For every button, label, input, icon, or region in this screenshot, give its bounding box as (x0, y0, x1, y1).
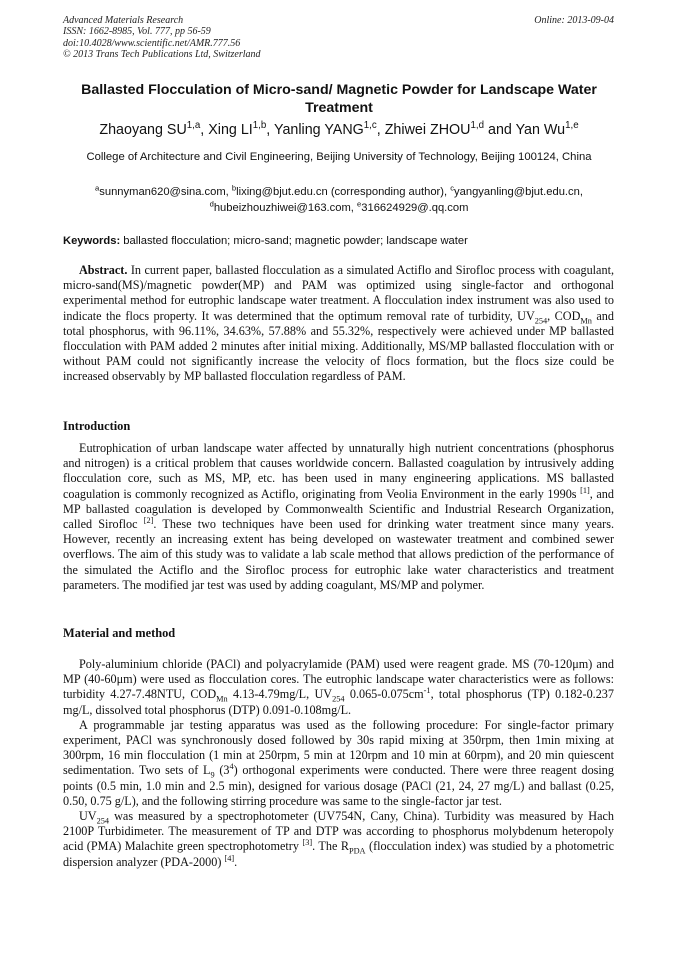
subscript: 254 (96, 816, 110, 826)
body-text: 4.13-4.79mg/L, UV (227, 687, 333, 702)
body-text: , and MP ballasted coagulation is developed by Commonwealth Scientific and Industrial Research Organization, called Sirofloc (63, 486, 614, 532)
abstract-text: In current paper, ballasted flocculation as a simulated Actiflo and Sirofloc process with coagulant, micro-sand(MS)/magnetic powder(MP) and PAM was optimized using single-factor and orthogonal experimental method for eutrophic landscape water treatment. A flocculation index instrument was also used to indicate the flocs property. It was determined that the optimum removal rate of turbidity, UV (63, 263, 614, 323)
subscript: 254 (534, 316, 548, 326)
author-name: Xing LI (208, 122, 253, 138)
methods-paragraph (63, 809, 614, 870)
body-text: (3 (214, 763, 230, 778)
email-mark: e (357, 199, 362, 209)
superscript: 4 (229, 762, 234, 772)
journal-name: Advanced Materials Research (63, 15, 184, 26)
email-mark: a (95, 183, 100, 193)
body-text: was measured by a spectrophotometer (UV754N, Cany, China). Turbidity was measured by Hach 2100P Turbidimeter. The measurement of TP and DTP was according to phosphorus molybdenum heteropoly acid (PMA) Malachite green spectrophotometry (63, 809, 614, 854)
author-separator: , (200, 122, 209, 138)
subscript: 254 (332, 694, 345, 704)
body-text: Eutrophication of urban landscape water affected by unnaturally high nutrient concentrations (phosphorus and nitrogen) is a critical problem that causes worldwide concern. Ballasted coagulation by intrusively adding flocculation core, such as MS, MP, etc. has been used in many engineering applications. MS ballasted coagulation is commonly recognized as Actiflo, originating from Veolia Environment in the early 1990s (63, 441, 614, 501)
email-list (55, 184, 623, 216)
author-separator: and (484, 122, 516, 138)
abstract-paragraph (63, 263, 614, 385)
body-text: ) orthogonal experiments were conducted. There were three reagent dosing points (0.5 min, 1.0 min and 2.5 min), designed for various dosage (PACl (21, 24, 27 mg/L) and ballast (0.25, 0.50, 0.75 g/L), and the following stirring procedure was same to the single-factor jar test. (63, 763, 614, 808)
author-separator: , (376, 122, 385, 138)
body-text: Poly-aluminium chloride (PACl) and polyacrylamide (PAM) used were reagent grade. MS (70-120μm) and MP (40-60μm) were used as flocculation cores. The eutrophic landscape water characteristics were as follows: turbidity 4.27-7.48NTU, COD (63, 657, 614, 702)
author-name: Yanling YANG (273, 122, 364, 138)
email-address[interactable]: sunnyman620@sina.com, (99, 186, 232, 198)
abstract-text: and total phosphorus, with 96.11%, 34.63%, 57.88% and 55.32%, respectively were achieved under MP ballasted flocculation with PAM added 2 minutes after initial mixing. Additionally, MS/MP ballasted flocculation with or without PAM could not significantly increase the velocity of flocs formation, but the flocs size could be increased observably by MP ballasted flocculation regardless of PAM. (63, 308, 614, 384)
superscript: -1 (423, 686, 431, 696)
keywords (63, 234, 615, 249)
author-affil-mark: 1,d (470, 120, 485, 132)
methods-paragraph (63, 718, 614, 809)
body-text: . The R (312, 839, 349, 854)
author-affil-mark: 1,b (252, 120, 267, 132)
abstract (63, 263, 614, 385)
email-address[interactable]: 316624929@.qq.com (361, 202, 469, 214)
email-mark: d (209, 199, 214, 209)
doi-line[interactable]: doi:10.4028/www.scientific.net/AMR.777.56 (63, 37, 241, 49)
author-affil-mark: 1,c (363, 120, 377, 132)
body-text: . (234, 854, 238, 869)
introduction-body (63, 441, 614, 593)
body-text: (flocculation index) was studied by a photometric dispersion analyzer (PDA-2000) (63, 839, 614, 869)
keywords-text: ballasted flocculation; micro-sand; magnetic powder; landscape water (120, 235, 468, 247)
keywords-label: Keywords: (63, 235, 121, 247)
body-text: 0.065-0.075cm (344, 687, 424, 702)
author-list (40, 121, 638, 139)
section-heading-methods: Material and method (63, 626, 176, 640)
body-text: , total phosphorus (TP) 0.182-0.237 mg/L, dissolved total phosphorus (DTP) 0.091-0.108mg/L. (63, 687, 614, 717)
journal-header (63, 15, 261, 61)
citation-ref[interactable]: [4] (224, 853, 235, 863)
email-mark: b (231, 183, 237, 193)
body-text: UV (79, 809, 97, 824)
email-address[interactable]: hubeizhouzhiwei@163.com, (213, 202, 358, 214)
citation-ref[interactable]: [1] (580, 485, 590, 495)
citation-ref[interactable]: [2] (143, 515, 154, 525)
author-name: Yan Wu (515, 122, 566, 138)
subscript: PDA (348, 846, 366, 856)
online-date: Online: 2013-09-04 (534, 15, 614, 26)
body-text: . These two techniques have been used for drinking water treatment since many years. However, recently an increasing extent has being developed on wastewater treatment and combined sewer overflows. The aim of this study was to validate a lab scale method that allows prediction of the performance of the simulated the Actiflo and the Sirofloc process for eutrophic lake water characteristics and treatment parameters. The modified jar test was used by adding coagulant, MS/MP and polymer. (63, 517, 615, 592)
copyright-line: © 2013 Trans Tech Publications Ltd, Switzerland (63, 49, 261, 61)
subscript: Mn (580, 316, 592, 326)
author-affil-mark: 1,e (565, 120, 579, 132)
author-name: Zhiwei ZHOU (384, 122, 471, 138)
abstract-label: Abstract. (79, 263, 128, 277)
email-address[interactable]: lixing@bjut.edu.cn (corresponding author), (236, 186, 451, 198)
abstract-text: , COD (547, 308, 581, 323)
introduction-paragraph (63, 441, 614, 593)
author-affil-mark: 1,a (186, 120, 201, 132)
email-address[interactable]: yangyanling@bjut.edu.cn, (454, 186, 583, 198)
subscript: Mn (216, 694, 228, 704)
section-heading-introduction: Introduction (63, 419, 131, 433)
author-separator: , (266, 122, 274, 138)
subscript: 9 (210, 770, 215, 780)
affiliation: College of Architecture and Civil Engineering, Beijing University of Technology, Beijing 100124, China (86, 151, 592, 163)
methods-paragraph (63, 657, 614, 718)
paper-title: Ballasted Flocculation of Micro-sand/ Magnetic Powder for Landscape Water Treatment (81, 82, 597, 116)
body-text: A programmable jar testing apparatus was used as the following procedure: For single-factor primary experiment, PACl was synchronously dosed followed by 30s rapid mixing at 350rpm, then 1min mixing at 300rpm, 16 min flocculation (1 min at 250rpm, 5 min at 120rpm and 10 min at 60rpm), and 20 min quiescent sedimentation. Two sets of L (63, 717, 614, 778)
citation-ref[interactable]: [3] (302, 838, 313, 848)
methods-body (63, 657, 614, 870)
issn-line: ISSN: 1662-8985, Vol. 777, pp 56-59 (63, 26, 211, 38)
author-name: Zhaoyang SU (99, 122, 187, 138)
email-mark: c (450, 183, 455, 193)
